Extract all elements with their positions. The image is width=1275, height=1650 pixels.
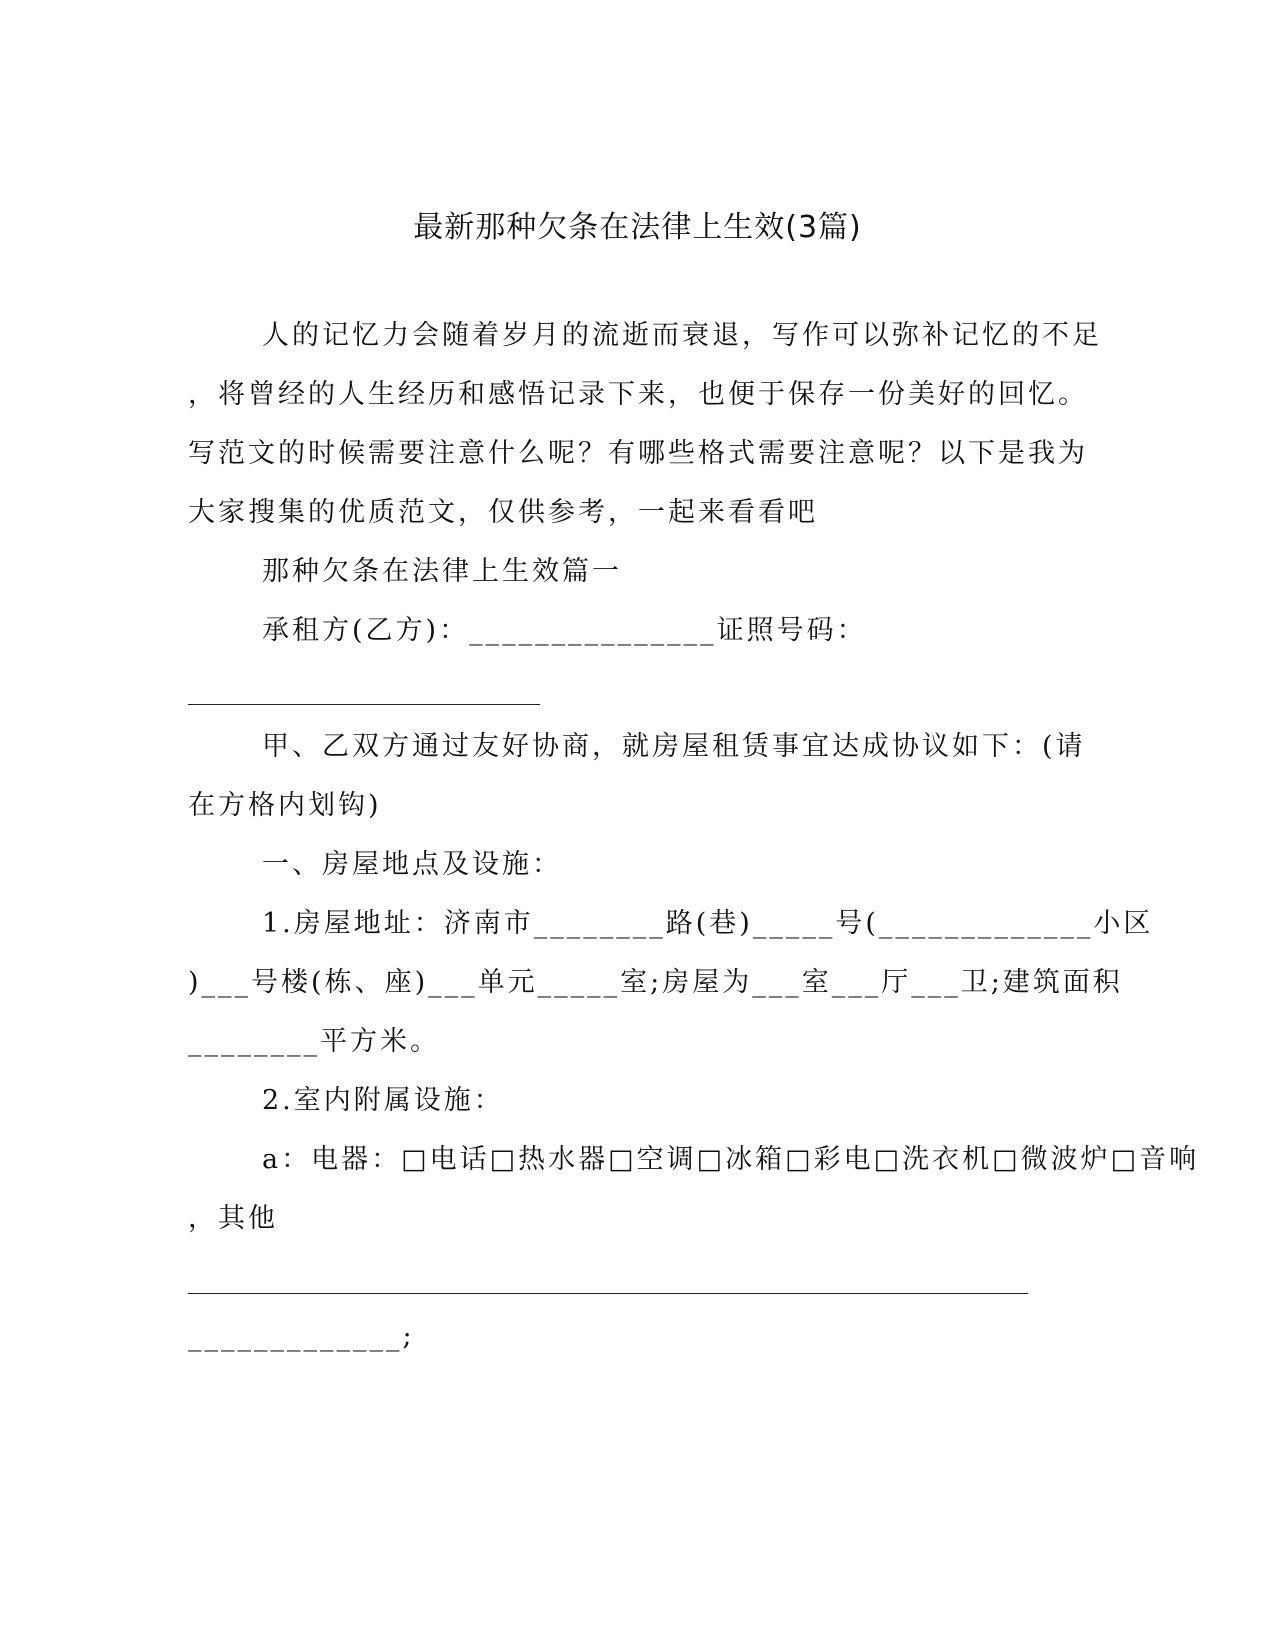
paragraph-line: 大家搜集的优质范文，仅供参考，一起来看看吧 — [188, 497, 818, 528]
section-heading: 2.室内附属设施： — [262, 1085, 504, 1116]
address-line: ________平方米。 — [188, 1026, 440, 1057]
paragraph-line: 写范文的时候需要注意什么呢？有哪些格式需要注意呢？以下是我为 — [188, 438, 1088, 469]
tenant-line: 承租方(乙方)：_______________证照号码： — [262, 615, 867, 646]
appliance-line: a：电器：□电话□热水器□空调□冰箱□彩电□洗衣机□微波炉□音响 — [262, 1144, 1200, 1175]
address-line: )___号楼(栋、座)___单元_____室;房屋为___室___厅___卫;建筑面积 — [188, 967, 1123, 998]
blank-rule — [188, 1293, 1028, 1294]
paragraph-line: 人的记忆力会随着岁月的流逝而衰退，写作可以弥补记忆的不足 — [262, 320, 1102, 351]
section-heading: 那种欠条在法律上生效篇一 — [262, 556, 622, 587]
paragraph-line: ，将曾经的人生经历和感悟记录下来，也便于保存一份美好的回忆。 — [188, 379, 1088, 410]
document-title: 最新那种欠条在法律上生效(3篇) — [413, 210, 862, 245]
blank-line: _____________; — [188, 1321, 415, 1352]
section-heading: 一、房屋地点及设施： — [262, 849, 562, 880]
blank-rule — [188, 704, 540, 705]
address-line: 1.房屋地址：济南市________路(巷)_____号(_____________小区 — [262, 908, 1154, 939]
paragraph-line: 甲、乙双方通过友好协商，就房屋租赁事宜达成协议如下：(请 — [262, 731, 1086, 762]
paragraph-line: 在方格内划钩) — [188, 790, 382, 821]
appliance-line: ，其他 — [188, 1203, 278, 1234]
